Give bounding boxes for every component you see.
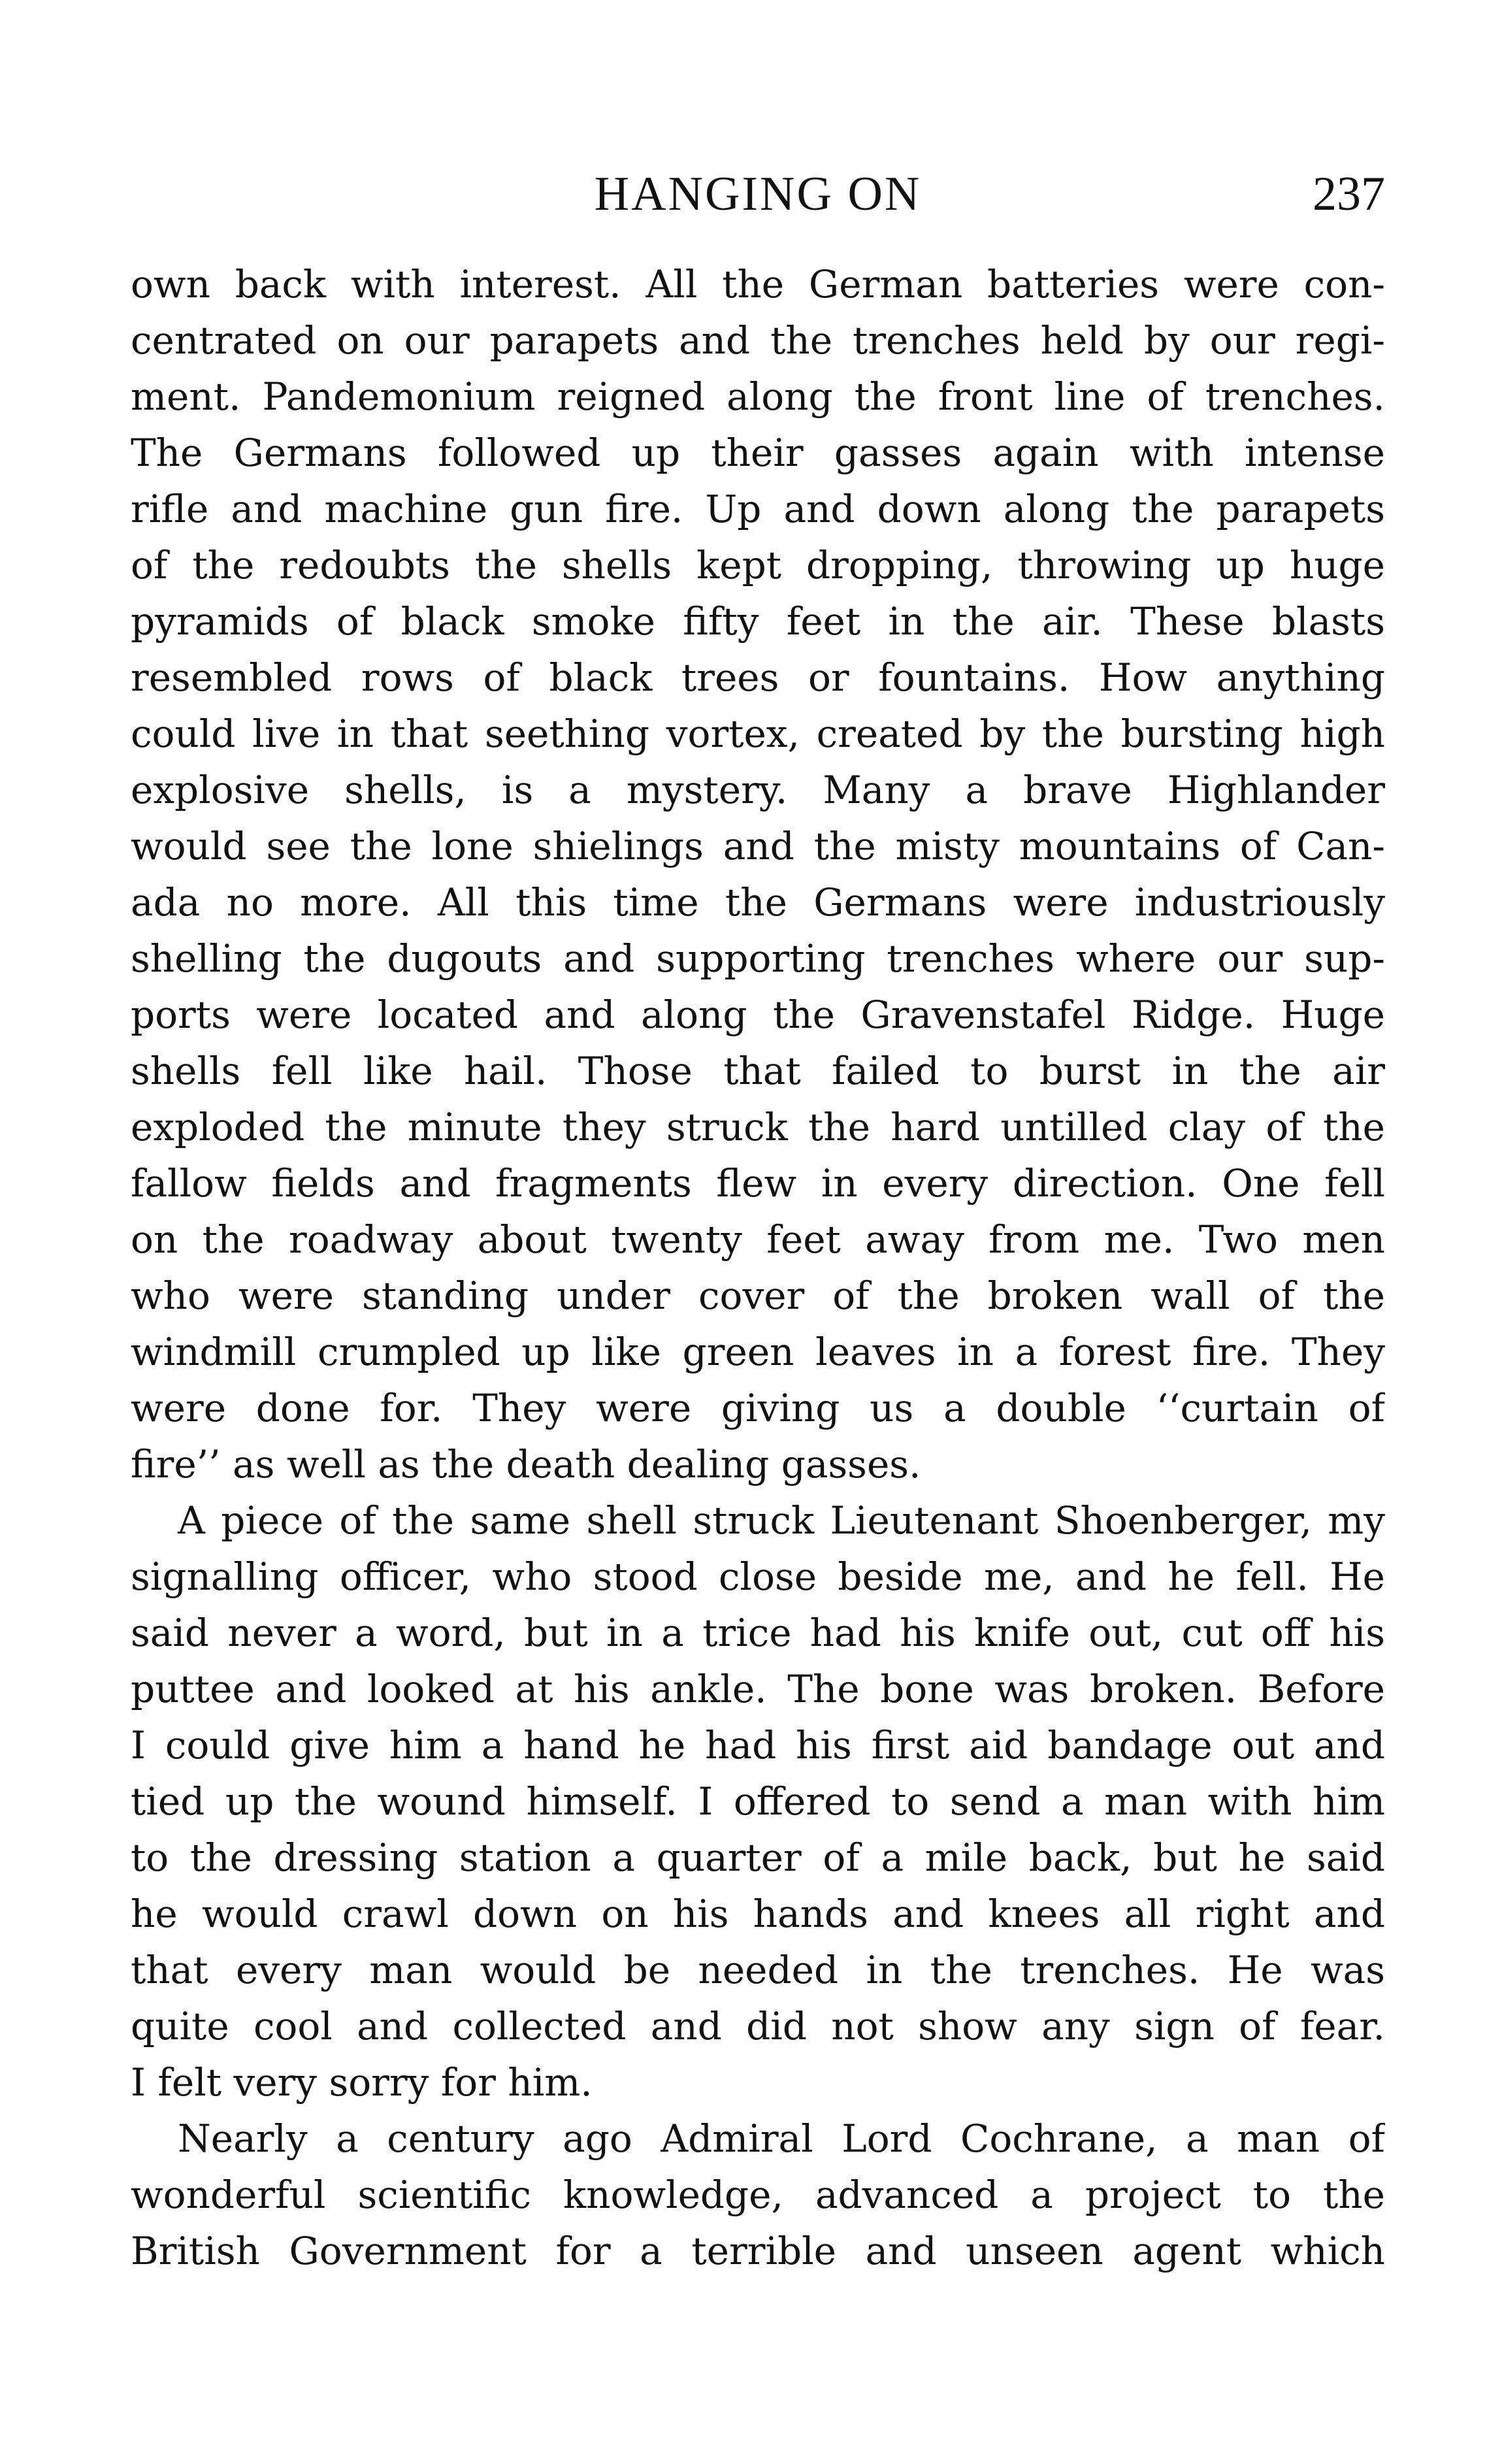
text-line: fallow fields and fragments flew in every direction. One fell <box>131 1161 1385 1206</box>
text-line: centrated on our parapets and the trenches held by our regi- <box>131 318 1385 363</box>
text-line: explosive shells, is a mystery. Many a brave Highlander <box>131 768 1385 812</box>
text-line: shelling the dugouts and supporting trenches where our sup- <box>131 936 1385 981</box>
text-line: resembled rows of black trees or fountains. How anything <box>131 655 1385 700</box>
text-line: I felt very sorry for him. <box>131 2060 593 2105</box>
text-line: who were standing under cover of the broken wall of the <box>131 1273 1385 1318</box>
text-line: tied up the wound himself. I offered to send a man with him <box>131 1779 1385 1824</box>
paragraph-3 <box>131 2111 1385 2279</box>
text-line: ment. Pandemonium reigned along the front line of trenches. <box>131 374 1385 419</box>
text-line: wonderful scientific knowledge, advanced a project to the <box>131 2173 1385 2217</box>
text-line: shells fell like hail. Those that failed to burst in the air <box>131 1049 1385 1093</box>
text-line: he would crawl down on his hands and knees all right and <box>131 1892 1385 1936</box>
text-line: to the dressing station a quarter of a mile back, but he said <box>131 1835 1385 1880</box>
text-line: British Government for a terrible and unseen agent which <box>131 2229 1385 2273</box>
text-line: signalling officer, who stood close beside me, and he fell. He <box>131 1554 1385 1599</box>
text-line: would see the lone shielings and the misty mountains of Can- <box>131 824 1385 868</box>
text-line: fire’’ as well as the death dealing gasses. <box>131 1442 921 1487</box>
text-line: I could give him a hand he had his first aid bandage out and <box>131 1723 1385 1767</box>
text-line: were done for. They were giving us a double ‘‘curtain of <box>131 1386 1385 1430</box>
text-line: that every man would be needed in the trenches. He was <box>131 1948 1385 1992</box>
text-line: pyramids of black smoke fifty feet in the air. These blasts <box>131 599 1385 644</box>
text-line: A piece of the same shell struck Lieutenant Shoenberger, my <box>178 1498 1385 1543</box>
text-line: own back with interest. All the German batteries were con- <box>131 262 1385 306</box>
text-line: quite cool and collected and did not show any sign of fear. <box>131 2004 1385 2048</box>
text-line: ports were located and along the Gravenstafel Ridge. Huge <box>131 993 1385 1037</box>
text-line: rifle and machine gun fire. Up and down along the parapets <box>131 487 1385 531</box>
page-number: 237 <box>1313 167 1385 221</box>
text-line: puttee and looked at his ankle. The bone was broken. Before <box>131 1667 1385 1711</box>
text-line: could live in that seething vortex, created by the bursting high <box>131 712 1385 756</box>
text-line: windmill crumpled up like green leaves in a forest fire. They <box>131 1330 1385 1374</box>
paragraph-1 <box>131 256 1385 1492</box>
text-line: Nearly a century ago Admiral Lord Cochrane, a man of <box>178 2116 1385 2161</box>
text-line: said never a word, but in a trice had his knife out, cut off his <box>131 1611 1385 1655</box>
text-line: exploded the minute they struck the hard untilled clay of the <box>131 1105 1385 1149</box>
paragraph-2 <box>131 1492 1385 2111</box>
body-text <box>131 256 1385 2279</box>
text-line: ada no more. All this time the Germans were industriously <box>131 880 1385 925</box>
text-line: of the redoubts the shells kept dropping, throwing up huge <box>131 543 1385 587</box>
text-line: on the roadway about twenty feet away from me. Two men <box>131 1217 1385 1262</box>
page-header <box>131 165 1385 223</box>
running-head: HANGING ON <box>594 167 922 221</box>
text-line: The Germans followed up their gasses again with intense <box>131 431 1385 475</box>
